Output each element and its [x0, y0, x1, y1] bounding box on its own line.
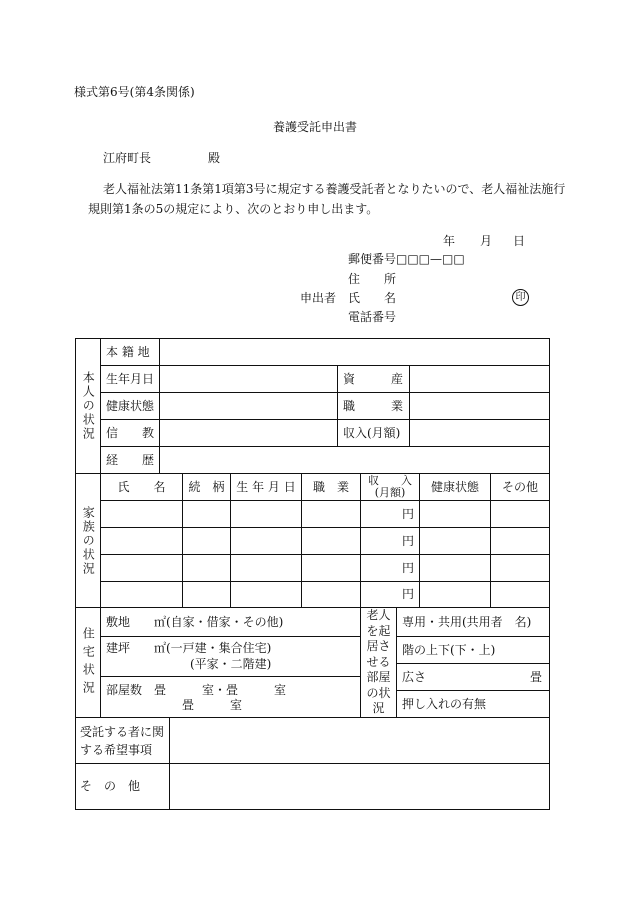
date-year: 年 — [443, 234, 456, 248]
housing-section-label — [76, 608, 100, 717]
form-number: 様式第6号(第4条関係) — [74, 85, 195, 99]
name-label: 氏 名 — [348, 291, 397, 305]
elder-room-label — [361, 608, 396, 717]
site-area-label: 敷地 ㎡(自家・借家・その他) — [106, 614, 284, 629]
col-income-header: 収 入 (月額) — [368, 474, 412, 499]
body-text-line1: 老人福祉法第11条第1項第3号に規定する養護受託者となりたいので、老人福祉法施行 — [103, 182, 566, 196]
building-type-label: (平家・二階建) — [190, 656, 272, 671]
career-label: 経 歴 — [106, 452, 155, 467]
room-use-label: 専用・共用(共用者 名) — [402, 614, 532, 629]
form-title: 養護受託申出書 — [272, 120, 357, 134]
col-name-header: 氏 名 — [117, 479, 166, 494]
phone-label: 電話番号 — [348, 310, 397, 324]
health-label: 健康状態 — [106, 398, 155, 413]
yen-unit: 円 — [402, 533, 415, 548]
seal-mark: 印 — [512, 289, 529, 306]
assets-label: 資 産 — [343, 371, 404, 386]
occupation-label: 職 業 — [343, 398, 404, 413]
other-label: そ の 他 — [80, 779, 141, 793]
tatami-unit: 畳 — [530, 669, 543, 684]
honorific: 殿 — [208, 151, 221, 165]
date-month: 月 — [480, 234, 493, 248]
floor-level-label: 階の上下(下・上) — [402, 642, 496, 657]
col-birth-header: 生 年 月 日 — [236, 479, 296, 494]
honseki-label: 本 籍 地 — [106, 344, 150, 359]
yen-unit: 円 — [402, 560, 415, 575]
closet-label: 押し入れの有無 — [402, 696, 487, 711]
yen-unit: 円 — [402, 506, 415, 521]
elder-room-text: 老人を起居させる部屋の状況 — [366, 607, 391, 716]
family-side-text: 家族の状況 — [81, 505, 96, 576]
yen-unit: 円 — [402, 587, 415, 601]
col-relation-header: 続 柄 — [188, 479, 225, 494]
family-section-label — [76, 474, 100, 607]
room-size-label: 広さ — [402, 669, 427, 684]
floor-area-label: 建坪 ㎡(一戸建・集合住宅) — [106, 640, 272, 655]
religion-label: 信 教 — [106, 425, 155, 440]
applicant-role-label: 申出者 — [300, 291, 337, 305]
col-health-header: 健康状態 — [430, 479, 479, 494]
rooms-label-2: 畳 室 — [182, 697, 243, 712]
wishes-label: 受託する者に関する希望事項 — [80, 725, 165, 757]
income-label: 収入(月額) — [343, 425, 401, 440]
rooms-label: 部屋数 畳 室・畳 室 — [106, 682, 287, 697]
date-day: 日 — [513, 234, 526, 248]
body-text-line2: 規則第1条の5の規定により、次のとおり申し出ます。 — [88, 202, 379, 216]
address-label: 住 所 — [348, 272, 397, 286]
col-occupation-header: 職 業 — [312, 479, 349, 494]
self-side-text: 本人の状況 — [81, 371, 96, 441]
birth-date-label: 生年月日 — [106, 371, 155, 386]
addressee: 江府町長 — [103, 151, 152, 165]
housing-side-text: 住宅状況 — [81, 626, 96, 699]
col-other-header: その他 — [501, 479, 538, 494]
self-section-label — [76, 339, 100, 473]
postal-code-label: 郵便番号□□□—□□ — [348, 252, 465, 266]
